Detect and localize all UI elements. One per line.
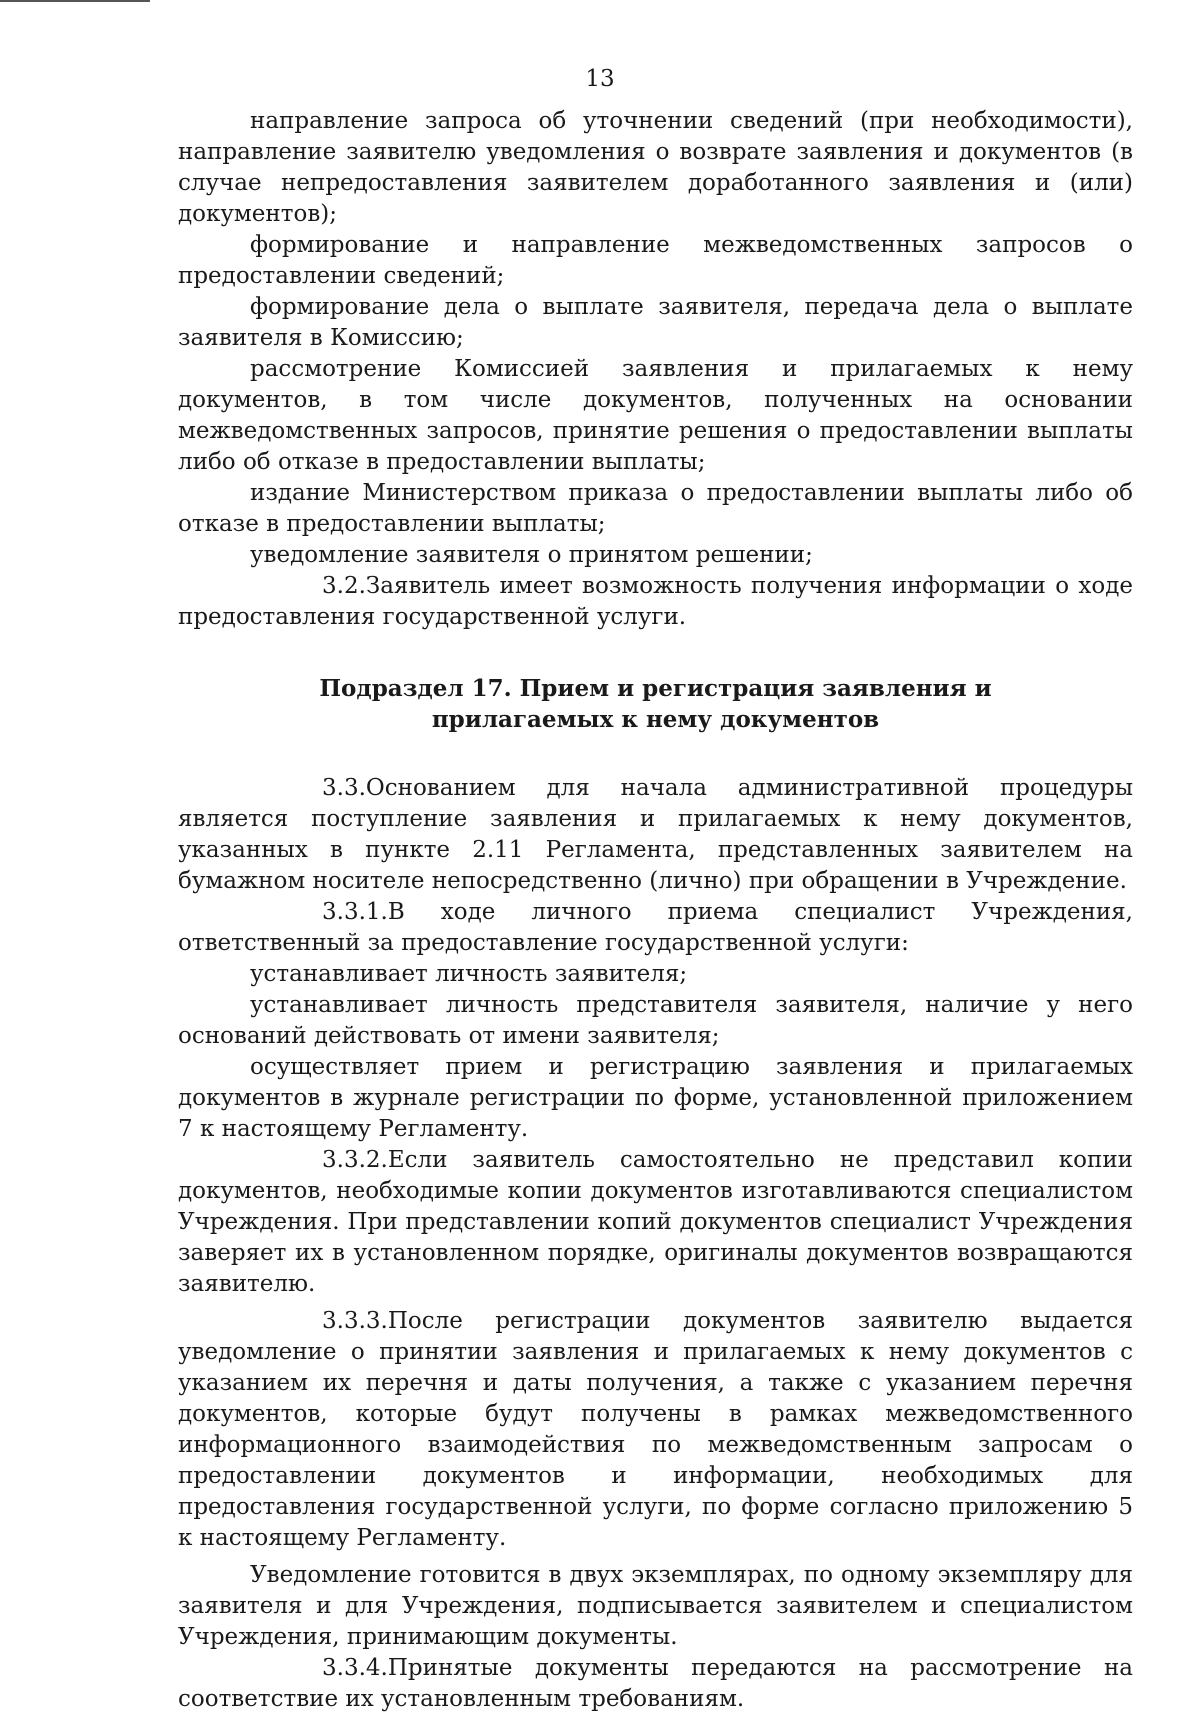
list-item: устанавливает личность представителя заявителя, наличие у него оснований действовать от имени заявителя; (178, 992, 1133, 1049)
clause-3-3-4 (178, 1653, 1133, 1715)
paragraph: формирование и направление межведомственных запросов о предоставлении сведений; (178, 232, 1133, 289)
scan-edge-line (0, 0, 150, 2)
clause-text: В ходе личного приема специалист Учреждения, ответственный за предоставление государственной услуги: (178, 899, 1133, 956)
list-item: осуществляет прием и регистрацию заявления и прилагаемых документов в журнале регистрации по форме, установленной приложением 7 к настоящему Регламенту. (178, 1054, 1133, 1142)
clause-text: Заявитель имеет возможность получения информации о ходе предоставления государственной услуги. (178, 573, 1133, 630)
list-item: устанавливает личность заявителя; (250, 961, 688, 987)
clause-number: 3.3.3. (322, 1308, 388, 1334)
paragraph: Уведомление готовится в двух экземплярах, по одному экземпляру для заявителя и для Учреждения, подписывается заявителем и специалистом Учреждения, принимающим документы. (178, 1562, 1133, 1650)
clause-3-3 (178, 773, 1133, 897)
paragraph: формирование дела о выплате заявителя, передача дела о выплате заявителя в Комиссию; (178, 294, 1133, 351)
paragraph: издание Министерством приказа о предоставлении выплаты либо об отказе в предоставлении выплаты; (178, 480, 1133, 537)
clause-number: 3.2. (322, 573, 366, 599)
clause-number: 3.3. (322, 775, 366, 801)
clause-text: Основанием для начала административной процедуры является поступление заявления и прилагаемых к нему документов, указанных в пункте 2.11 Регламента, представленных заявителем на бумажном носителе непосредственно (лично) при обращении в Учреждение. (178, 775, 1133, 894)
document-body (178, 106, 1133, 1715)
clause-3-3-2 (178, 1145, 1133, 1300)
clause-number: 3.3.2. (322, 1147, 388, 1173)
clause-3-3-1 (178, 897, 1133, 959)
clause-3-2 (178, 571, 1133, 633)
clause-number: 3.3.1. (322, 899, 388, 925)
clause-text: Принятые документы передаются на рассмотрение на соответствие их установленным требованиям. (178, 1655, 1133, 1712)
clause-3-3-3 (178, 1306, 1133, 1554)
clause-text: После регистрации документов заявителю выдается уведомление о принятии заявления и прилагаемых к нему документов с указанием их перечня и даты получения, а также с указанием перечня документов, которые будут получены в рамках межведомственного информационного взаимодействия по межведомственным запросам о предоставлении документов и информации, необходимых для предоставления государственной услуги, по форме согласно приложению 5 к настоящему Регламенту. (178, 1308, 1133, 1551)
paragraph: уведомление заявителя о принятом решении; (250, 542, 813, 568)
paragraph: рассмотрение Комиссией заявления и прилагаемых к нему документов, в том числе документов, полученных на основании межведомственных запросов, принятие решения о предоставлении выплаты либо об отказе в предоставлении выплаты; (178, 356, 1133, 475)
clause-number: 3.3.4. (322, 1655, 388, 1681)
paragraph: направление запроса об уточнении сведений (при необходимости), направление заявителю уведомления о возврате заявления и документов (в случае непредоставления заявителем доработанного заявления и (или) документов); (178, 108, 1133, 227)
page-number: 13 (585, 66, 615, 92)
section-heading: Подраздел 17. Прием и регистрация заявления и прилагаемых к нему документов (319, 675, 992, 733)
clause-text: Если заявитель самостоятельно не представил копии документов, необходимые копии документов изготавливаются специалистом Учреждения. При представлении копий документов специалист Учреждения заверяет их в установленном порядке, оригиналы документов возвращаются заявителю. (178, 1147, 1133, 1297)
